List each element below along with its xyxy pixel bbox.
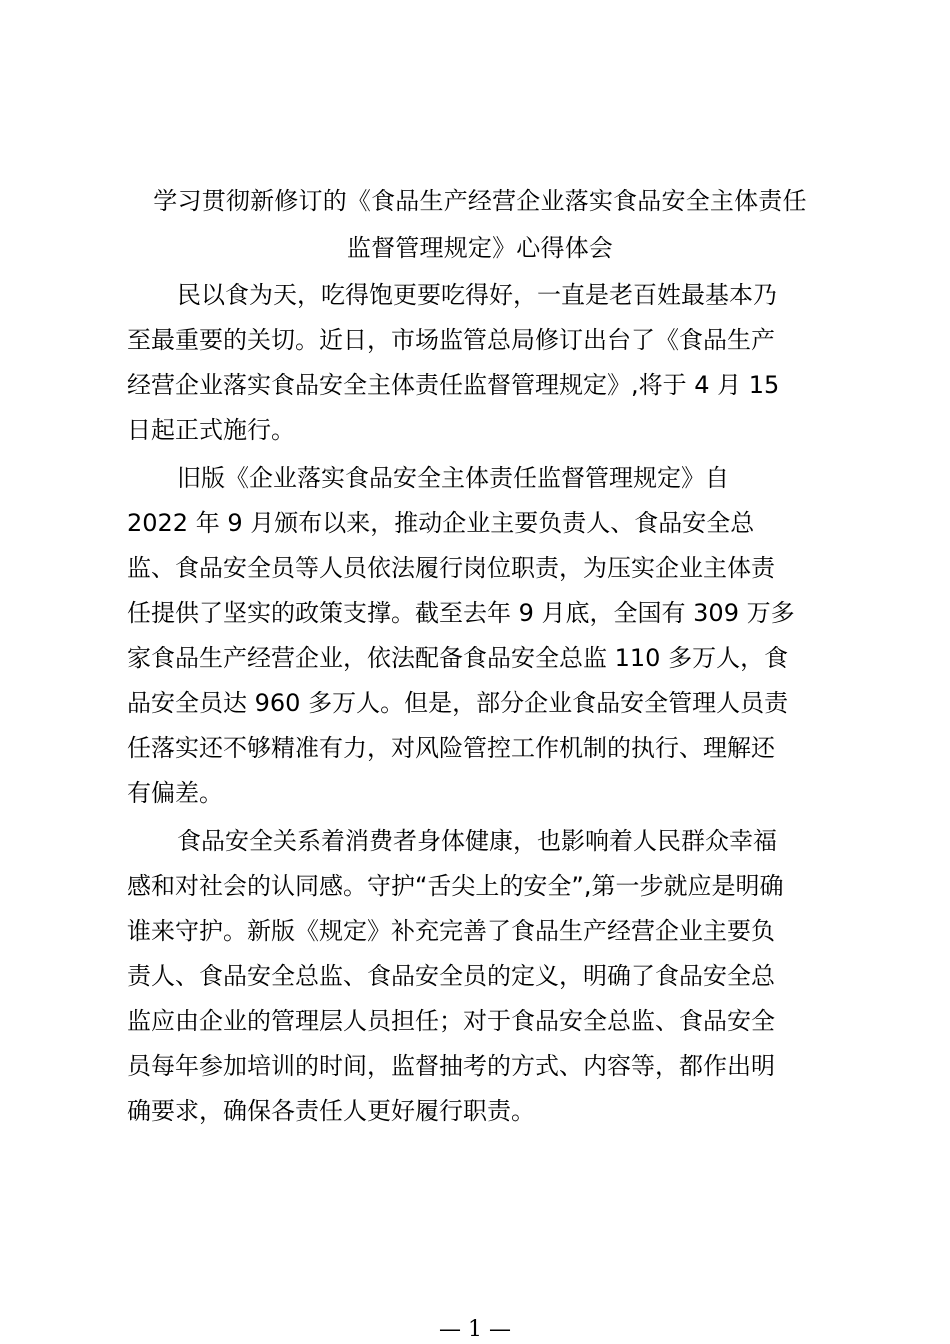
paragraph-1 [127,273,832,453]
paragraph-line: 谁来守护。新版《规定》补充完善了食品生产经营企业主要负 [127,917,775,945]
title-line: 监督管理规定》心得体会 [346,234,614,262]
paragraph-line: 至最重要的关切。近日，市场监管总局修订出台了《食品生产 [127,326,775,354]
paragraph-line: 家食品生产经营企业，依法配备食品安全总监 110 多万人，食 [127,644,789,672]
paragraph-line: 有偏差。 [127,779,223,807]
page-number: — 1 — [439,1317,511,1342]
paragraph-line: 确要求，确保各责任人更好履行职责。 [127,1097,535,1125]
paragraph-line: 任落实还不够精准有力，对风险管控工作机制的执行、理解还 [127,734,775,762]
paragraph-2 [127,456,832,816]
paragraph-line: 经营企业落实食品安全主体责任监督管理规定》,将于 4 月 15 [127,371,780,399]
title-line: 学习贯彻新修订的《食品生产经营企业落实食品安全主体责任 [153,187,807,215]
paragraph-line: 责人、食品安全总监、食品安全员的定义，明确了食品安全总 [127,962,775,990]
paragraph-line: 感和对社会的认同感。守护“舌尖上的安全”,第一步就应是明确 [127,872,784,900]
paragraph-3 [127,819,832,1134]
document-title [120,178,840,272]
paragraph-line: 2022 年 9 月颁布以来，推动企业主要负责人、食品安全总 [127,509,755,537]
paragraph-line: 员每年参加培训的时间，监督抽考的方式、内容等，都作出明 [127,1052,775,1080]
paragraph-line: 食品安全关系着消费者身体健康，也影响着人民群众幸福 [177,827,777,855]
paragraph-line: 民以食为天，吃得饱更要吃得好，一直是老百姓最基本乃 [177,281,777,309]
paragraph-line: 品安全员达 960 多万人。但是，部分企业食品安全管理人员责 [127,689,789,717]
paragraph-line: 任提供了坚实的政策支撑。截至去年 9 月底，全国有 309 万多 [127,599,795,627]
paragraph-line: 监、食品安全员等人员依法履行岗位职责，为压实企业主体责 [127,554,775,582]
paragraph-line: 旧版《企业落实食品安全主体责任监督管理规定》自 [177,464,729,492]
document-body [127,273,832,1137]
paragraph-line: 监应由企业的管理层人员担任；对于食品安全总监、食品安全 [127,1007,775,1035]
paragraph-line: 日起正式施行。 [127,416,295,444]
